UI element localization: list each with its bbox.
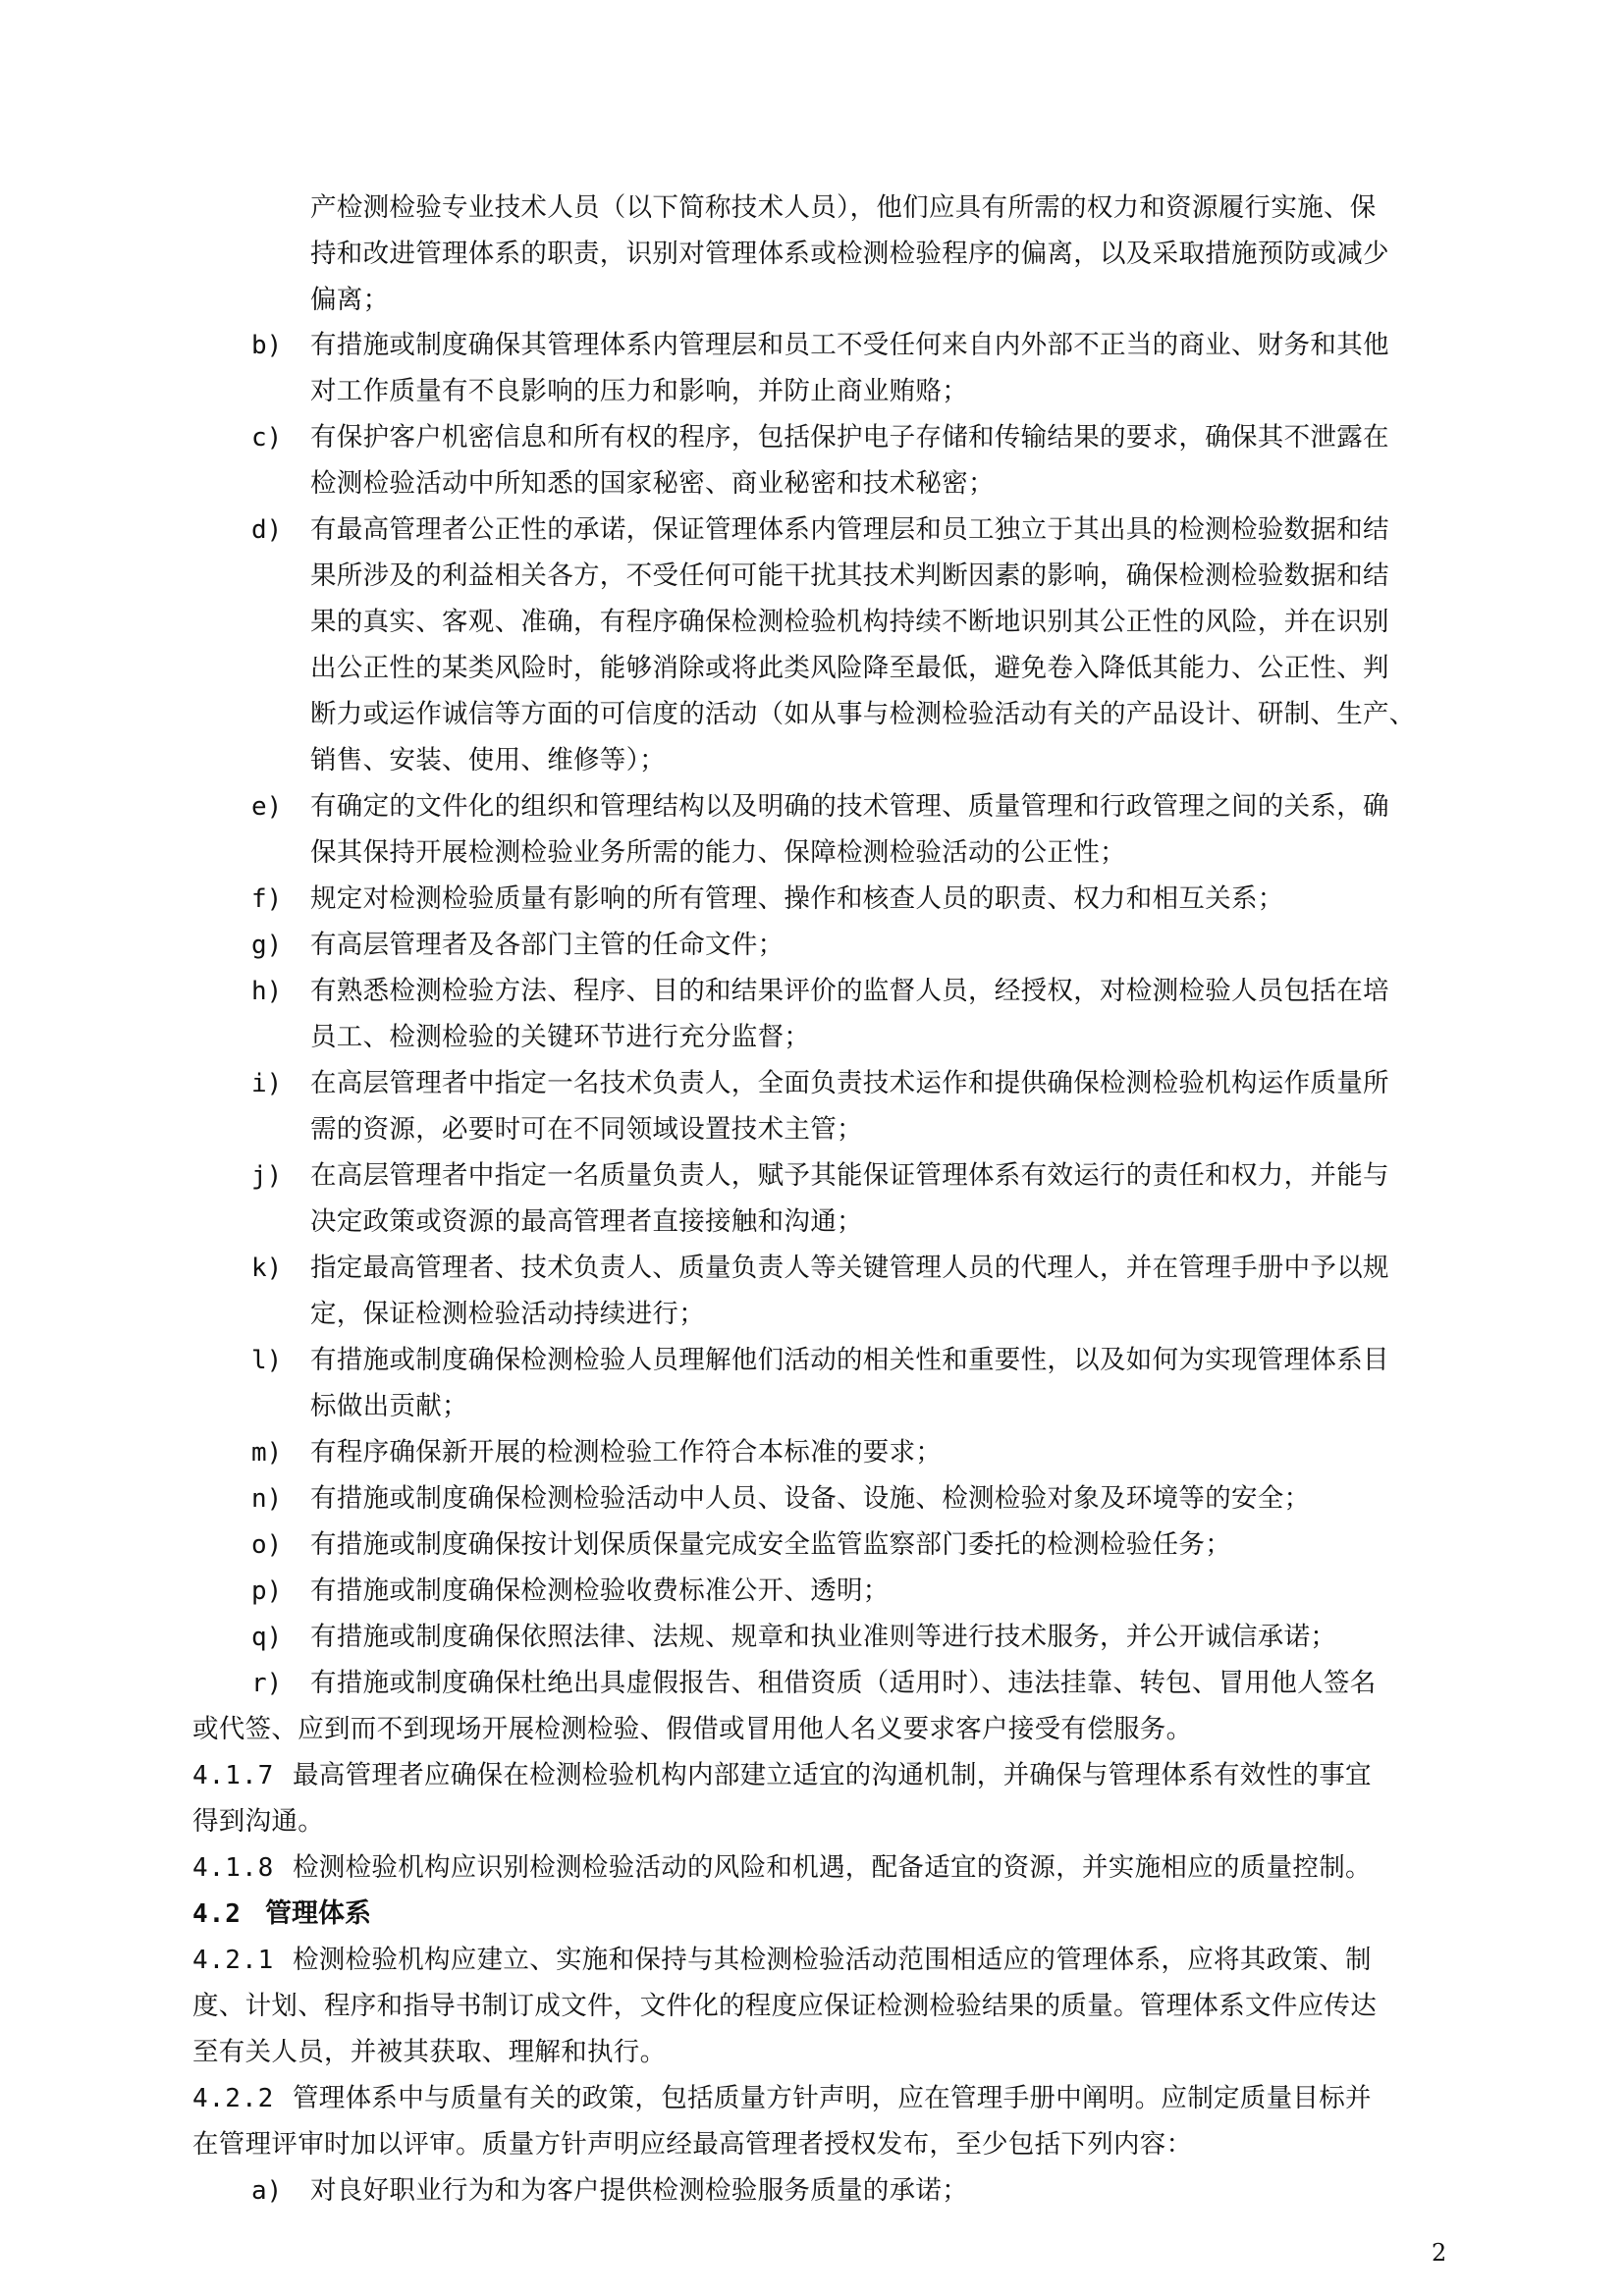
paragraph-line: 产检测检验专业技术人员（以下简称技术人员），他们应具有所需的权力和资源履行实施、保 — [310, 192, 1377, 223]
clause-text: 度、计划、程序和指导书制订成文件，文件化的程度应保证检测检验结果的质量。管理体系文件应传达 — [192, 1991, 1377, 2021]
list-item-text: 有措施或制度确保检测检验人员理解他们活动的相关性和重要性，以及如何为实现管理体系目 — [310, 1345, 1389, 1375]
list-item-text: 断力或运作诚信等方面的可信度的活动（如从事与检测检验活动有关的产品设计、研制、生产、 — [310, 699, 1416, 729]
list-item-label: h) — [251, 977, 283, 1006]
list-item-text: 有程序确保新开展的检测检验工作符合本标准的要求； — [310, 1437, 943, 1468]
list-item-label: e) — [251, 792, 283, 822]
list-item-label: a) — [251, 2176, 283, 2206]
clause-text: 检测检验机构应建立、实施和保持与其检测检验活动范围相适应的管理体系，应将其政策、制 — [293, 1945, 1372, 1975]
list-item-label: m) — [251, 1438, 283, 1468]
list-item-label: b) — [251, 331, 283, 360]
list-item-text: 检测检验活动中所知悉的国家秘密、商业秘密和技术秘密； — [310, 468, 995, 499]
list-item-label: c) — [251, 423, 283, 453]
list-item-text: 出公正性的某类风险时，能够消除或将此类风险降至最低，避免卷入降低其能力、公正性、判 — [310, 653, 1389, 683]
list-item-text: 销售、安装、使用、维修等）； — [310, 745, 666, 775]
list-item-text: 需的资源，必要时可在不同领域设置技术主管； — [310, 1114, 863, 1145]
section-heading: 管理体系 — [265, 1898, 371, 1929]
list-item-text: 有措施或制度确保检测检验活动中人员、设备、设施、检测检验对象及环境等的安全； — [310, 1483, 1311, 1514]
list-item-label: d) — [251, 515, 283, 545]
list-item-text: 有措施或制度确保按计划保质保量完成安全监管监察部门委托的检测检验任务； — [310, 1529, 1231, 1560]
list-item-text: 有保护客户机密信息和所有权的程序，包括保护电子存储和传输结果的要求，确保其不泄露在 — [310, 422, 1389, 453]
list-item-label: q) — [251, 1623, 283, 1652]
list-item-label: n) — [251, 1484, 283, 1514]
list-item-label: g) — [251, 931, 283, 960]
clause-text: 至有关人员，并被其获取、理解和执行。 — [192, 2037, 667, 2067]
list-item-text: 有最高管理者公正性的承诺，保证管理体系内管理层和员工独立于其出具的检测检验数据和结 — [310, 514, 1389, 545]
paragraph-line: 持和改进管理体系的职责，识别对管理体系或检测检验程序的偏离，以及采取措施预防或减少 — [310, 239, 1389, 269]
list-item-text: 标做出贡献； — [310, 1391, 468, 1421]
list-item-text: 有措施或制度确保其管理体系内管理层和员工不受任何来自内外部不正当的商业、财务和其他 — [310, 330, 1389, 360]
list-item-text: 对工作质量有不良影响的压力和影响，并防止商业贿赂； — [310, 376, 968, 406]
list-item-text: 指定最高管理者、技术负责人、质量负责人等关键管理人员的代理人，并在管理手册中予以规 — [310, 1253, 1389, 1283]
list-item-text: 规定对检测检验质量有影响的所有管理、操作和核查人员的职责、权力和相互关系； — [310, 883, 1284, 914]
list-item-text: 有高层管理者及各部门主管的任命文件； — [310, 930, 785, 960]
section-number: 4.2 — [192, 1899, 242, 1929]
clause-text: 最高管理者应确保在检测检验机构内部建立适宜的沟通机制，并确保与管理体系有效性的事宜 — [293, 1760, 1372, 1790]
list-item-label: r) — [251, 1669, 283, 1698]
list-item-text: 有措施或制度确保杜绝出具虚假报告、租借资质（适用时）、违法挂靠、转包、冒用他人签名 — [310, 1668, 1377, 1698]
paragraph-line: 偏离； — [310, 285, 390, 315]
list-item-label: j) — [251, 1161, 283, 1191]
list-item-label: i) — [251, 1069, 283, 1098]
clause-number: 4.1.8 — [192, 1853, 275, 1883]
list-item-text: 果所涉及的利益相关各方，不受任何可能干扰其技术判断因素的影响，确保检测检验数据和结 — [310, 561, 1389, 591]
list-item-label: f) — [251, 884, 283, 914]
list-item-text: 保其保持开展检测检验业务所需的能力、保障检测检验活动的公正性； — [310, 837, 1126, 868]
list-item-text: 定，保证检测检验活动持续进行； — [310, 1299, 705, 1329]
list-item-text: 在高层管理者中指定一名技术负责人，全面负责技术运作和提供确保检测检验机构运作质量所 — [310, 1068, 1389, 1098]
clause-text: 管理体系中与质量有关的政策，包括质量方针声明，应在管理手册中阐明。应制定质量目标并 — [293, 2083, 1372, 2113]
list-item-label: k) — [251, 1254, 283, 1283]
clause-text: 得到沟通。 — [192, 1806, 324, 1837]
list-item-text: 员工、检测检验的关键环节进行充分监督； — [310, 1022, 811, 1052]
clause-text: 在管理评审时加以评审。质量方针声明应经最高管理者授权发布，至少包括下列内容： — [192, 2129, 1193, 2160]
clause-number: 4.2.2 — [192, 2084, 275, 2113]
list-item-text: 有确定的文件化的组织和管理结构以及明确的技术管理、质量管理和行政管理之间的关系，确 — [310, 791, 1389, 822]
list-item-text: 有措施或制度确保检测检验收费标准公开、透明； — [310, 1575, 890, 1606]
list-item-text: 在高层管理者中指定一名质量负责人，赋予其能保证管理体系有效运行的责任和权力，并能与 — [310, 1160, 1389, 1191]
clause-text: 检测检验机构应识别检测检验活动的风险和机遇，配备适宜的资源，并实施相应的质量控制。 — [293, 1852, 1372, 1883]
list-item-text: 对良好职业行为和为客户提供检测检验服务质量的承诺； — [310, 2175, 968, 2206]
list-item-text: 果的真实、客观、准确，有程序确保检测检验机构持续不断地识别其公正性的风险，并在识别 — [310, 607, 1389, 637]
list-item-label: o) — [251, 1530, 283, 1560]
list-item-label: p) — [251, 1576, 283, 1606]
clause-number: 4.2.1 — [192, 1946, 275, 1975]
list-item-text: 决定政策或资源的最高管理者直接接触和沟通； — [310, 1206, 863, 1237]
page-number: 2 — [1432, 2239, 1447, 2267]
list-item-text: 或代签、应到而不到现场开展检测检验、假借或冒用他人名义要求客户接受有偿服务。 — [192, 1714, 1193, 1744]
list-item-label: l) — [251, 1346, 283, 1375]
clause-number: 4.1.7 — [192, 1761, 275, 1790]
list-item-text: 有熟悉检测检验方法、程序、目的和结果评价的监督人员，经授权，对检测检验人员包括在培 — [310, 976, 1389, 1006]
list-item-text: 有措施或制度确保依照法律、法规、规章和执业准则等进行技术服务，并公开诚信承诺； — [310, 1622, 1337, 1652]
